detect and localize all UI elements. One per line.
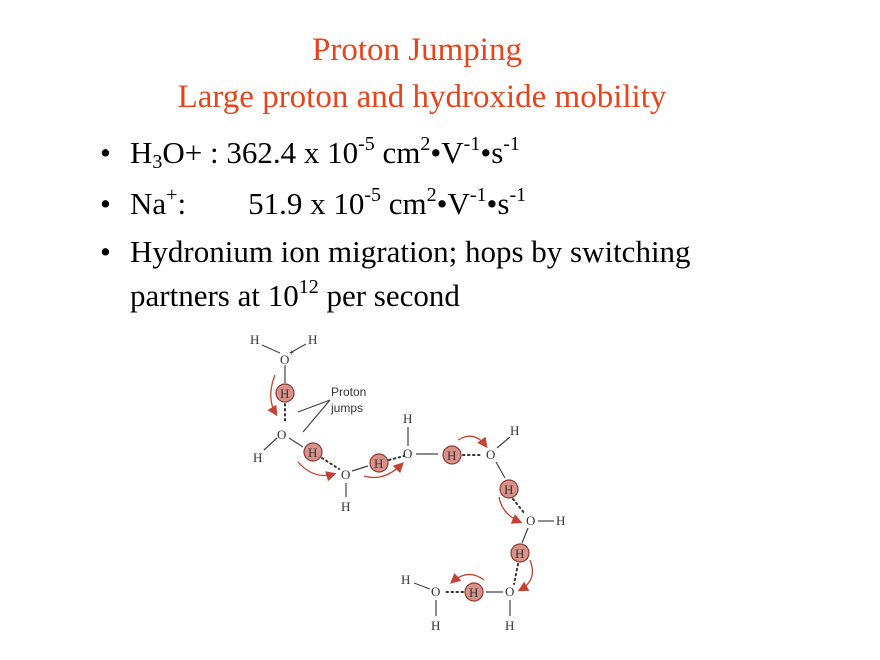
proton-jump-arrow [298,462,334,476]
atom-o: O [341,467,351,482]
atom-h: H [280,386,290,401]
text: per second [318,278,460,313]
bond [497,437,510,448]
superscript-plus: + [166,184,178,206]
text: partners at 10 [130,278,299,313]
atom-o: O [486,447,496,462]
bullet-marker: • [100,234,111,269]
bond [352,466,368,471]
proton-jump-diagram [240,326,580,636]
atom-h: H [504,482,514,497]
bond [262,345,280,353]
atom-h: H [401,572,411,587]
atom-h: H [250,332,260,347]
atom-o: O [526,513,536,528]
atom-h: H [341,499,351,514]
unit-v: •V [430,135,464,170]
proton-jump-arrow [520,560,532,590]
exponent: -5 [364,184,381,206]
slide-title: Proton Jumping [312,32,522,68]
subscript-3: 3 [152,151,163,173]
exponent: -1 [503,133,520,155]
bond [289,438,303,447]
text-na: Na [130,186,167,221]
exponent: -5 [358,133,375,155]
proton-jump-arrow [452,574,484,582]
hydrogen-bond [389,456,404,460]
label-proton: Proton [331,385,367,399]
atom-h: H [308,332,318,347]
bullet-marker: • [100,135,111,170]
atom-h: H [447,448,457,463]
atom-h: H [374,456,384,471]
unit-cm: cm [380,186,427,221]
proton-jump-arrow [458,436,486,446]
atom-h: H [515,546,525,561]
charge-plus: + [289,348,295,358]
atom-o: O [505,584,515,599]
atom-h: H [510,423,520,438]
unit-s: •s [486,186,510,221]
exponent: 2 [420,133,431,155]
exponent: -1 [463,133,481,155]
slide-subtitle: Large proton and hydroxide mobility [177,79,667,115]
bullet-text [130,230,691,318]
label-jumps: jumps [331,401,364,415]
hydrogen-bond [513,499,525,514]
hydrogen-bond [322,458,339,469]
unit-s: •s [480,135,504,170]
atom-h: H [556,513,566,528]
atom-h: H [505,618,515,633]
exponent: 12 [298,276,319,298]
text-h: H [130,135,153,170]
hydrogen-bond [514,564,518,584]
text-value: O+ : 362.4 x 10 [162,135,359,170]
atom-h: H [253,450,263,465]
proton-jump-arrow [499,497,520,522]
proton-jump-arrow [271,375,276,414]
text-value: 51.9 x 10 [248,186,365,221]
atom-h: H [431,618,441,633]
atom-h: H [403,411,413,426]
bond [414,583,430,589]
exponent: 2 [426,184,437,206]
bullet-marker: • [100,186,111,221]
atom-h: H [469,585,479,600]
bond [522,528,528,543]
exponent: -1 [469,184,487,206]
exponent: -1 [509,184,527,206]
atom-o: O [277,427,287,442]
bullet-text [130,182,526,226]
unit-v: •V [436,186,470,221]
atom-o: O [280,352,290,367]
text-colon: : [177,186,187,221]
bullet-line-1: Hydronium ion migration; hops by switching [130,234,691,269]
bond [264,438,277,450]
atom-o: O [403,446,413,461]
bond [496,462,505,478]
bullet-line-2 [130,274,691,318]
atom-o: O [431,584,441,599]
bullet-text [130,131,520,175]
atom-h: H [308,445,318,460]
unit-cm: cm [374,135,421,170]
